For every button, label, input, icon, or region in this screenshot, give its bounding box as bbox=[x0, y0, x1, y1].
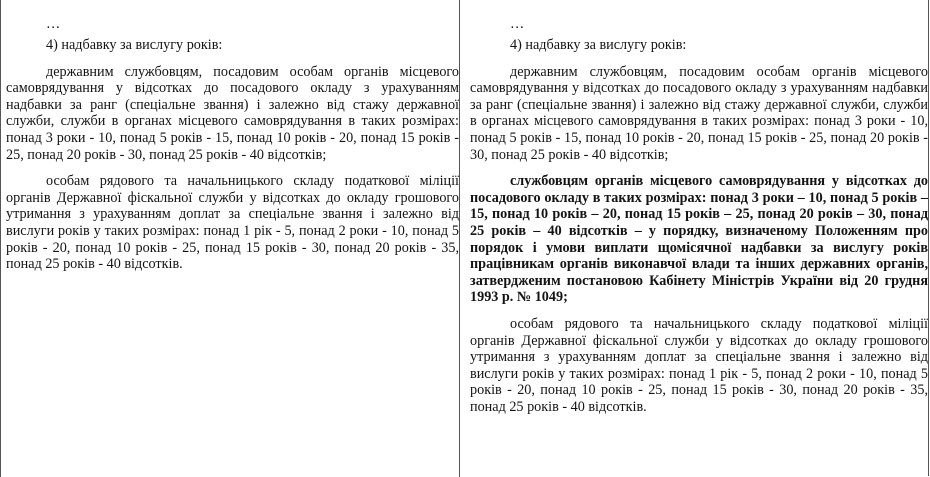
paragraph-tax-police: особам рядового та начальницького складу податкової міліції органів Державної фіскальної служби у відсотках до окладу грошового утримання з урахуванням доплат за спеціальне звання і залежно від вислуги років у таких розмірах: понад 1 рік - 5, понад 2 роки - 10, понад 5 років - 20, понад 10 років - 25, понад 15 років - 30, понад 20 років - 35, понад 25 років - 40 відсотків. bbox=[6, 173, 459, 273]
item-heading: 4) надбавку за вислугу років: bbox=[46, 37, 223, 53]
item-heading: 4) надбавку за вислугу років: bbox=[510, 37, 687, 53]
paragraph-civil-servants: державним службовцям, посадовим особам органів місцевого самоврядування у відсотках до посадового окладу з урахуванням надбавки за ранг (спеціальне звання) і залежно від стажу державної служби, служби в органах місцевого самоврядування в таких розмірах: понад 3 роки - 10, понад 5 років - 15, понад 10 років - 20, понад 15 років - 25, понад 20 років - 30, понад 25 років - 40 відсотків; bbox=[6, 63, 459, 163]
left-column-current-text bbox=[0, 0, 459, 477]
paragraph-tax-police: особам рядового та начальницького складу податкової міліції органів Державної фіскальної служби у відсотках до окладу грошового утримання з урахуванням доплат за спеціальне звання і залежно від вислуги років у таких розмірах: понад 1 рік - 5, понад 2 роки - 10, понад 5 років - 20, понад 10 років - 25, понад 15 років - 30, понад 20 років - 35, понад 25 років - 40 відсотків. bbox=[470, 315, 928, 415]
paragraph-civil-servants: державним службовцям, посадовим особам органів місцевого самоврядування у відсотках до посадового окладу з урахуванням надбавки за ранг (спеціальне звання) і залежно від стажу державної служби, служби в органах місцевого самоврядування в таких розмірах: понад 3 роки - 10, понад 5 років - 15, понад 10 років - 20, понад 15 років - 25, понад 20 років - 30, понад 25 років - 40 відсотків; bbox=[470, 63, 928, 163]
ellipsis: … bbox=[510, 16, 526, 32]
paragraph-local-government-officials: службовцям органів місцевого самоврядування у відсотках до посадового окладу в таких розмірах: понад 3 роки – 10, понад 5 років – 15, понад 10 років – 20, понад 15 років – 25, понад 20 років – 30, понад 25 років – 40 відсотків – у порядку, визначеному Положенням про порядок і умови виплати щомісячної надбавки за вислугу років працівникам органів виконавчої влади та інших державних органів, затвердженим постановою Кабінету Міністрів України від 20 грудня 1993 р. № 1049; bbox=[470, 173, 928, 306]
ellipsis: … bbox=[46, 16, 62, 32]
right-column-proposed-text bbox=[459, 0, 930, 477]
